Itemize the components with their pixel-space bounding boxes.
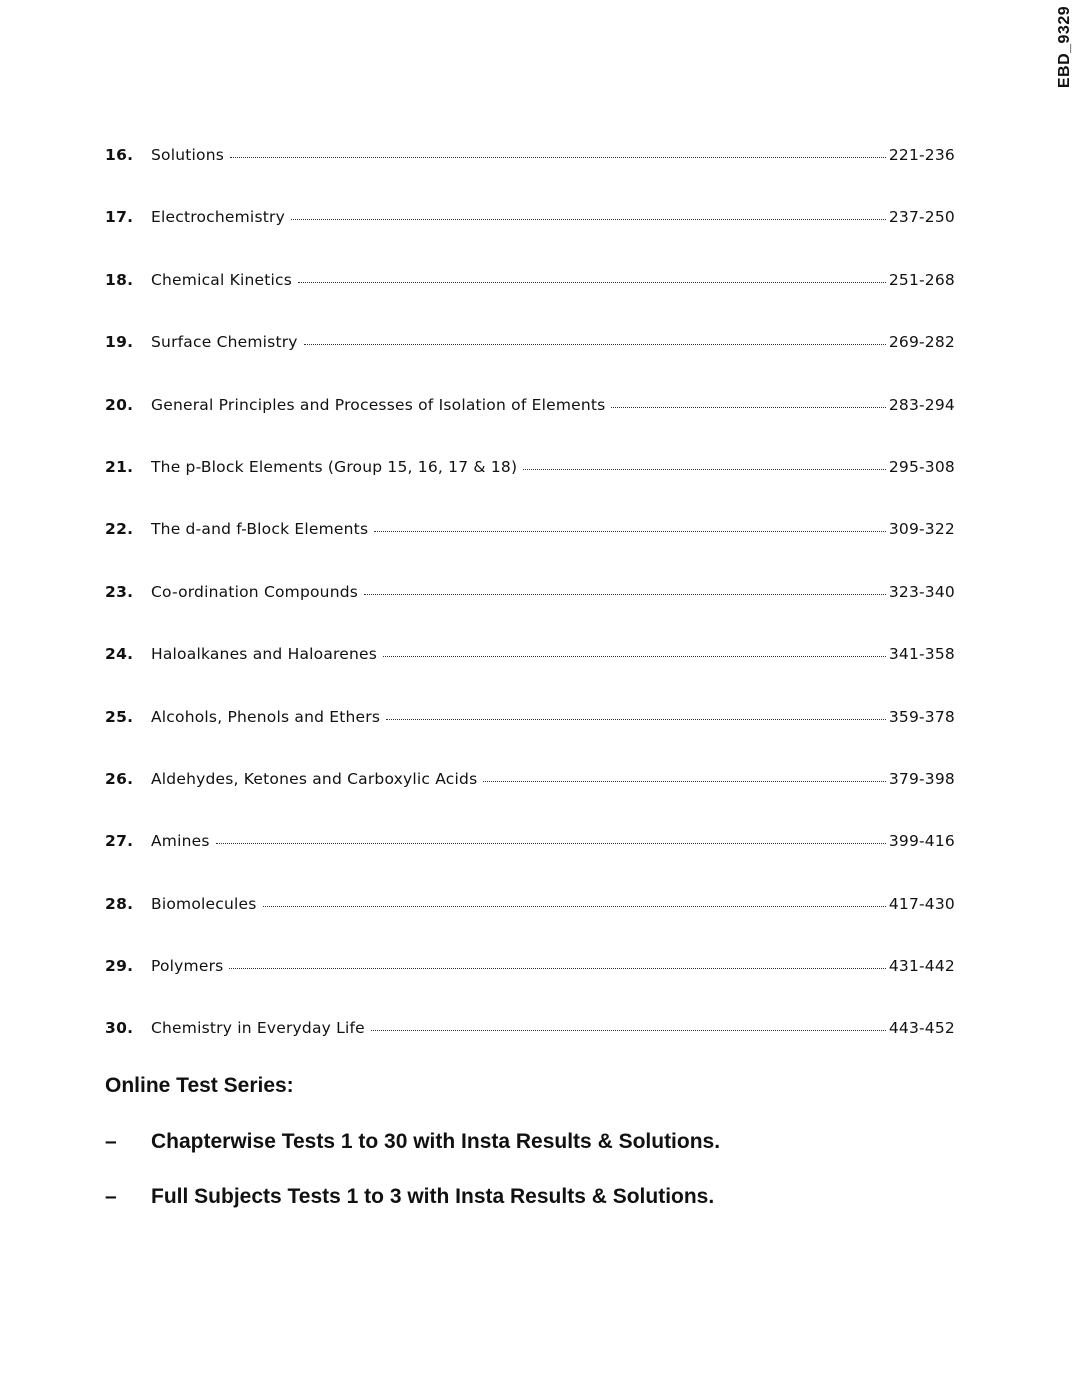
toc-row[interactable] (105, 583, 955, 645)
toc-pages: 359-378 (888, 707, 955, 726)
toc-row[interactable] (105, 957, 955, 1019)
toc-title: Amines (151, 832, 210, 851)
toc-leader (229, 968, 885, 969)
toc-pages: 251-268 (888, 270, 955, 289)
toc-title: Surface Chemistry (151, 333, 298, 352)
toc-title: Haloalkanes and Haloarenes (151, 645, 378, 664)
toc-title: The p-Block Elements (Group 15, 16, 17 & 18) (151, 457, 518, 476)
toc-row[interactable] (105, 1019, 955, 1081)
toc-title: General Principles and Processes of Isolation of Elements (151, 395, 606, 414)
toc-pages: 221-236 (888, 146, 955, 164)
toc-leader (230, 157, 886, 158)
toc-pages: 323-340 (888, 582, 955, 601)
toc-title: Electrochemistry (151, 208, 285, 227)
toc-title: The d-and f-Block Elements (151, 520, 369, 539)
toc-row[interactable] (105, 146, 955, 208)
toc-number: 18. (105, 270, 134, 289)
toc-title: Co-ordination Compounds (151, 582, 359, 601)
page-code-text: EBD_9329 (1056, 5, 1073, 89)
toc-number: 21. (105, 457, 134, 476)
toc-pages: 431-442 (888, 957, 955, 976)
toc-number: 24. (105, 645, 134, 664)
toc-leader (374, 531, 886, 532)
toc-row[interactable] (105, 458, 955, 520)
toc-title: Polymers (151, 957, 224, 976)
toc-pages: 237-250 (888, 208, 955, 227)
toc-number: 17. (105, 208, 134, 227)
toc-number: 30. (105, 1019, 134, 1038)
toc-row[interactable] (105, 770, 955, 832)
toc-pages: 379-398 (888, 769, 955, 788)
toc-row[interactable] (105, 333, 955, 395)
toc-title: Solutions (151, 146, 225, 164)
toc-pages: 417-430 (888, 894, 955, 913)
toc-row[interactable] (105, 895, 955, 957)
toc-leader (523, 469, 886, 470)
toc-number: 29. (105, 957, 134, 976)
toc-row[interactable] (105, 708, 955, 770)
toc-pages: 443-452 (888, 1019, 955, 1038)
toc-title: Chemistry in Everyday Life (151, 1019, 365, 1038)
toc-leader (263, 906, 886, 907)
dash-bullet: – (105, 1185, 117, 1208)
online-heading: Online Test Series: (105, 1074, 294, 1097)
toc-leader (364, 594, 886, 595)
toc-leader (386, 719, 886, 720)
dash-bullet: – (105, 1130, 117, 1153)
toc-title: Aldehydes, Ketones and Carboxylic Acids (151, 769, 478, 788)
table-of-contents (105, 146, 955, 1082)
toc-number: 26. (105, 769, 134, 788)
toc-row[interactable] (105, 645, 955, 707)
toc-pages: 341-358 (888, 645, 955, 664)
online-test-series (105, 1074, 955, 1240)
toc-leader (483, 781, 885, 782)
toc-leader (383, 656, 886, 657)
toc-number: 19. (105, 333, 134, 352)
toc-row[interactable] (105, 520, 955, 582)
toc-leader (216, 843, 886, 844)
toc-number: 28. (105, 894, 134, 913)
toc-pages: 269-282 (888, 333, 955, 352)
toc-number: 27. (105, 832, 134, 851)
toc-row[interactable] (105, 271, 955, 333)
online-item (105, 1185, 955, 1209)
toc-pages: 295-308 (888, 457, 955, 476)
toc-number: 23. (105, 582, 134, 601)
toc-title: Alcohols, Phenols and Ethers (151, 707, 381, 726)
toc-leader (611, 407, 885, 408)
toc-title: Biomolecules (151, 894, 257, 913)
toc-row[interactable] (105, 396, 955, 458)
page-code (1054, 2, 1076, 92)
toc-row[interactable] (105, 208, 955, 270)
toc-leader (298, 282, 886, 283)
online-item (105, 1130, 955, 1154)
toc-title: Chemical Kinetics (151, 270, 293, 289)
toc-leader (371, 1030, 886, 1031)
toc-number: 16. (105, 146, 134, 164)
toc-pages: 309-322 (888, 520, 955, 539)
toc-row[interactable] (105, 832, 955, 894)
toc-number: 22. (105, 520, 134, 539)
online-item-text: Full Subjects Tests 1 to 3 with Insta Results & Solutions. (151, 1185, 715, 1208)
online-item-text: Chapterwise Tests 1 to 30 with Insta Results & Solutions. (151, 1130, 721, 1153)
toc-pages: 399-416 (888, 832, 955, 851)
toc-number: 25. (105, 707, 134, 726)
toc-number: 20. (105, 395, 134, 414)
toc-leader (291, 219, 886, 220)
toc-pages: 283-294 (888, 395, 955, 414)
toc-leader (304, 344, 886, 345)
